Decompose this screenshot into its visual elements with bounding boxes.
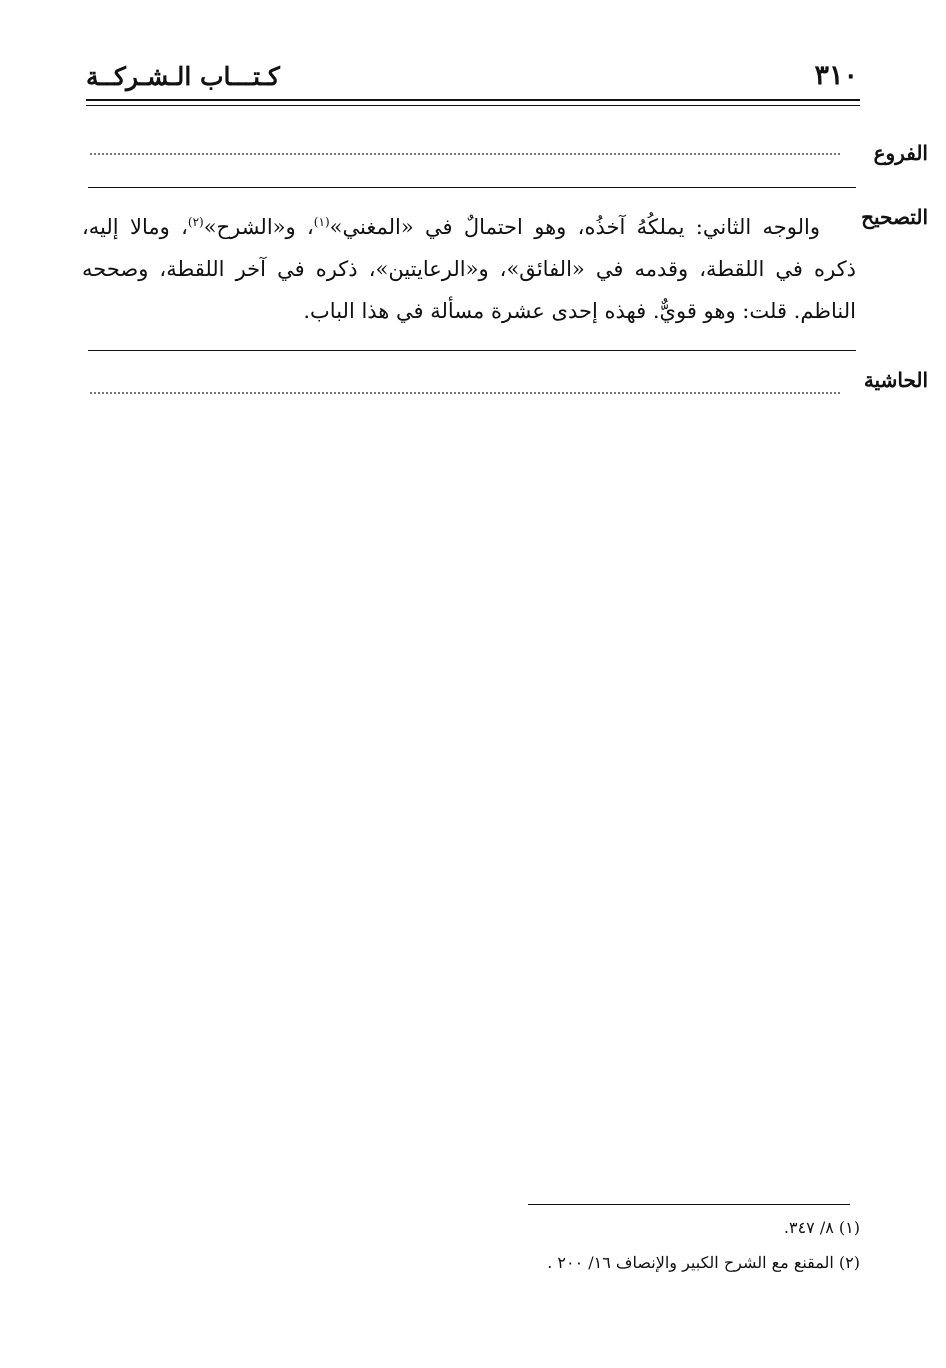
dotted-leader-furu: [90, 153, 840, 155]
tashih-paragraph: [82, 206, 856, 332]
footnote-ref-1: (١): [313, 215, 330, 229]
section-label-furu: الفروع: [873, 141, 928, 165]
section-divider: [88, 350, 856, 351]
book-title: كـتـــاب الـشـركــة: [86, 62, 280, 91]
tashih-text-part3: ، ومالا إليه، ذكره في اللقطة، وقدمه في «الفائق»، و«الرعايتين»، ذكره في آخر اللقطة، وصححه الناظم. قلت: وهو قويٌّ. فهذه إحدى عشرة مسألة في هذا الباب.: [82, 215, 857, 323]
tashih-text-part2: ، و«الشرح»: [203, 215, 314, 239]
footnote-2: (٢) المقنع مع الشرح الكبير والإنصاف ١٦/ ٢٠٠ .: [547, 1253, 860, 1272]
header-rule-thick: [86, 99, 860, 101]
section-label-tashih: التصحيح: [861, 205, 928, 229]
dotted-leader-hashiya: [90, 392, 840, 394]
footnote-1: (١) ٨/ ٣٤٧.: [783, 1218, 860, 1237]
footnote-rule: [528, 1204, 850, 1205]
header-rule-thin: [86, 105, 860, 106]
page-number: ٣١٠: [814, 60, 858, 91]
tashih-text-part1: والوجه الثاني: يملكُهُ آخذُه، وهو احتمالٌ في «المغني»: [329, 215, 821, 239]
section-label-hashiya: الحاشية: [863, 368, 928, 392]
footnote-ref-2: (٢): [187, 215, 204, 229]
section-divider: [88, 187, 856, 188]
